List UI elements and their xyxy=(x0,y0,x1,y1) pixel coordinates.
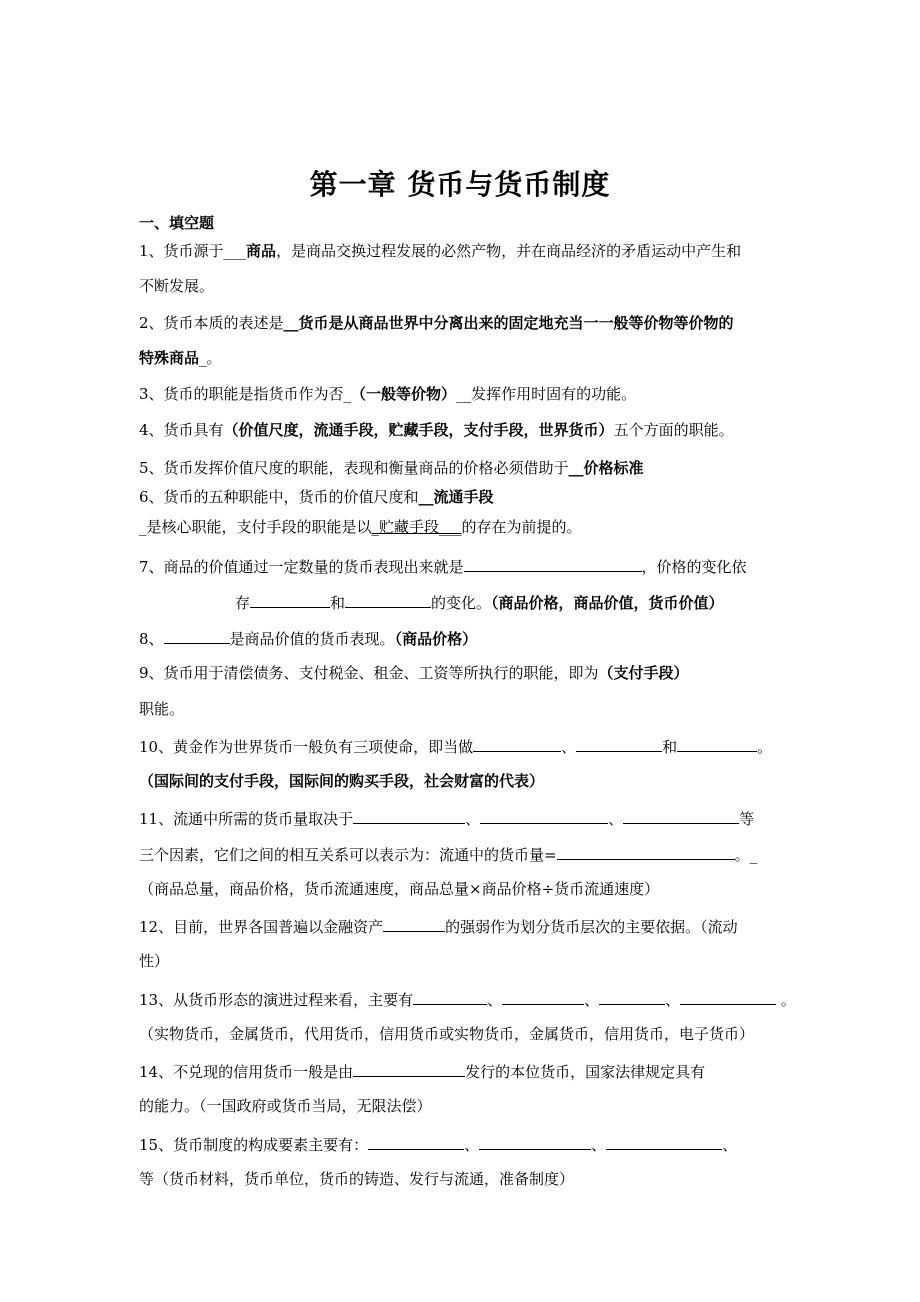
question-2: 2、货币本质的表述是__货币是从商品世界中分离出来的固定地充当一一般等价物等价物的 xyxy=(139,314,734,332)
blank xyxy=(383,915,445,932)
blank xyxy=(353,807,465,824)
question-2-cont: 特殊商品_。 xyxy=(139,349,222,367)
question-12-cont: 性） xyxy=(139,952,170,970)
blank xyxy=(606,1133,722,1150)
blank xyxy=(557,843,735,860)
blank xyxy=(473,735,561,752)
blank xyxy=(677,735,757,752)
question-7: 7、商品的价值通过一定数量的货币表现出来就是 ，价格的变化依 xyxy=(139,555,747,577)
question-14-cont: 的能力。（一国政府或货币当局，无限法偿） xyxy=(139,1097,432,1115)
question-11-answer: （商品总量，商品价格，货币流通速度，商品总量×商品价格÷货币流通速度） xyxy=(139,880,660,898)
question-15-cont: 等（货币材料，货币单位，货币的铸造、发行与流通，准备制度） xyxy=(139,1170,575,1188)
blank xyxy=(502,988,584,1005)
page-title: 第一章 货币与货币制度 xyxy=(309,168,611,201)
question-7-cont: 存 和 的变化。（商品价格，商品价值，货币价值） xyxy=(235,591,724,613)
question-10: 10、黄金作为世界货币一般负有三项使命，即当做 、 和 。 xyxy=(139,735,772,757)
question-9-cont: 职能。 xyxy=(139,700,185,718)
question-13-answer: （实物货币，金属货币，代用货币，信用货币或实物货币，金属货币，信用货币，电子货币） xyxy=(139,1025,755,1043)
question-8: 8、 是商品价值的货币表现。（商品价格） xyxy=(139,627,477,649)
blank xyxy=(623,807,739,824)
blank xyxy=(353,1060,465,1077)
blank xyxy=(680,988,776,1005)
question-1-cont: 不断发展。 xyxy=(139,277,215,295)
blank xyxy=(599,988,665,1005)
question-6: 6、货币的五种职能中，货币的价值尺度和__流通手段 xyxy=(139,488,494,506)
question-9: 9、货币用于清偿债务、支付税金、租金、工资等所执行的职能，即为（支付手段） xyxy=(139,664,689,682)
section-heading: 一、填空题 xyxy=(139,214,215,232)
question-12: 12、目前，世界各国普遍以金融资产 的强弱作为划分货币层次的主要依据。（流动 xyxy=(139,915,738,937)
question-11: 11、流通中所需的货币量取决于 、 、 等 xyxy=(139,807,754,829)
blank xyxy=(576,735,662,752)
question-4: 4、货币具有（价值尺度，流通手段，贮藏手段，支付手段，世界货币）五个方面的职能。 xyxy=(139,421,734,439)
question-6-cont: _是核心职能，支付手段的职能是以_贮藏手段___的存在为前提的。 xyxy=(139,518,582,536)
blank xyxy=(368,1133,464,1150)
question-11-cont: 三个因素，它们之间的相互关系可以表示为：流通中的货币量= 。_ xyxy=(139,843,757,865)
blank xyxy=(250,591,330,608)
question-3: 3、货币的职能是指货币作为否_（一般等价物）__发挥作用时固有的功能。 xyxy=(139,385,637,403)
blank xyxy=(345,591,431,608)
question-10-answer: （国际间的支付手段，国际间的购买手段，社会财富的代表） xyxy=(139,772,545,790)
question-13: 13、从货币形态的演进过程来看，主要有 、 、 、 。 xyxy=(139,988,796,1010)
blank xyxy=(480,807,608,824)
question-1: 1、货币源于___商品，是商品交换过程发展的必然产物，并在商品经济的矛盾运动中产生和 xyxy=(139,242,742,260)
blank xyxy=(479,1133,591,1150)
blank xyxy=(464,555,642,572)
question-15: 15、货币制度的构成要素主要有： 、 、 、 xyxy=(139,1133,737,1155)
question-14: 14、不兑现的信用货币一般是由 发行的本位货币，国家法律规定具有 xyxy=(139,1060,705,1082)
blank xyxy=(413,988,487,1005)
question-5: 5、货币发挥价值尺度的职能，表现和衡量商品的价格必须借助于__价格标准 xyxy=(139,459,644,477)
blank xyxy=(164,627,230,644)
